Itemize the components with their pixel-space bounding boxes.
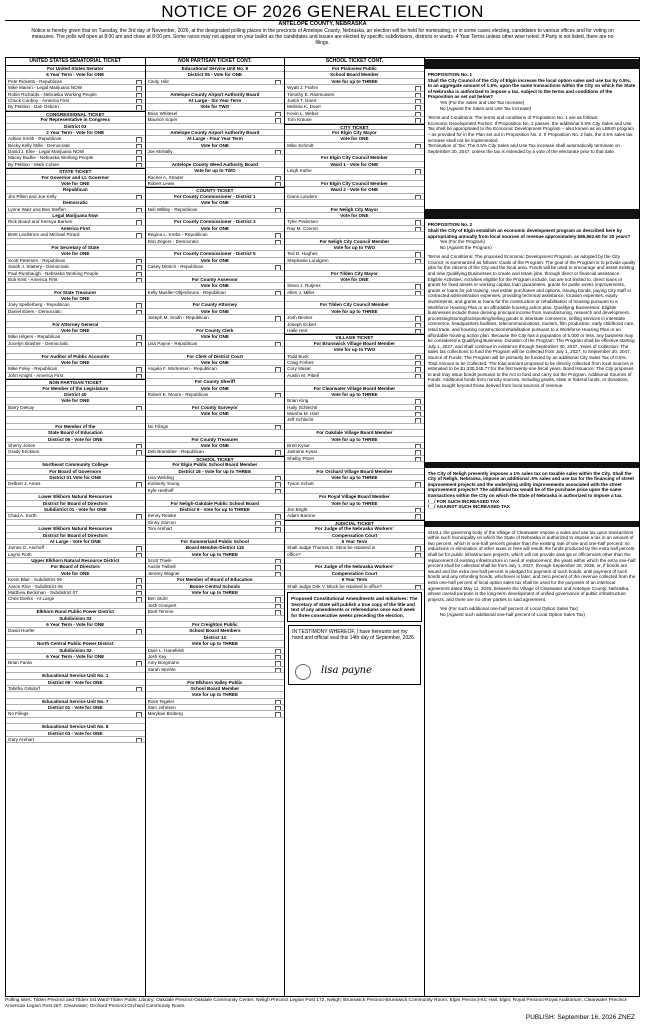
candidate-line: Paul Rumbaugh - Nebraska Working People [6, 271, 145, 277]
race-heading: For County Sheriff [146, 379, 285, 385]
proposition-2-no: No (Against the Program) [439, 244, 492, 250]
race-heading: For Member of Board of Education [146, 577, 285, 583]
candidate-line: Steve J. Rutjens [285, 283, 424, 289]
race-heading: District 03 - Vote for ONE [6, 731, 145, 737]
notice-intro: Notice is hereby given that on Tuesday, the 3rd day of November, 2026, at the designated polling places in the precincts of Antelope County, Nebraska, an election will be held for nominating, or in some cases electing, candidates to various offices and for voting on measures. The polls will open at 8:00 am and close at 8:00 pm. Some races may not appear on your ballot as the candidates and issues are elected by specific subdivisions, districts or wards. 4 Year Terms unless other wise noted. If Party is not listed, there are no filings. [31, 28, 614, 46]
race-heading: Vote for ONE [146, 411, 285, 417]
candidate-line: Don Zegers - Democratic [146, 239, 285, 245]
candidate-line: Grady Erickson [6, 449, 145, 455]
race-heading: For Tilden City Council Member [285, 302, 424, 308]
race-heading: Antelope County Weed Authority Board [146, 162, 285, 168]
seal-icon [295, 664, 311, 680]
race-heading: At Large - Four Year Term [146, 136, 285, 142]
candidate-line: Josh Key [146, 654, 285, 660]
neligh-for: /__/ FOR SUCH INCREASED TAX [427, 498, 500, 504]
candidate-line: Justin T. Doerr [285, 98, 424, 104]
polling-sites: Polling sites: Tilden Precinct and Tilden 1st Ward-Tilden Public Library; Oakdale Precinct-Oakdale Community Center; Neligh Precinct Legion Post 172, Neligh; Brunswick Precinct-Brunswick Community Room; Elgin Precinct-KC Hall, Elgin; Royal Precinct-Royal Auditorium; Clearwater Precinct-American Legion Post 267, Clearwater; Orchard Precinct-Orchard Community Room. [5, 998, 628, 1009]
ticket-header: SCHOOL TICKET [146, 456, 285, 462]
race-heading: District 18 - Vote for up to THREE [146, 469, 285, 475]
clearwater-question: SHALL the governing body of the Village of Clearwater impose a sales and use tax upon transactions within such municipality on which the State of Nebraska is authorized to impose a tax in an amount of two percent, which is one-half percent greater than the existing rate of one and one-half percent; no reductions or elimination of other taxes or fees will result; the funds produced by the extra half percent shall be for public infrastructure projects, which will not provide savings or efficiencies other than the replacement of existing infrastructure in need of replacement; the years within which the extra one-half percent shall be collected shall be from July 1, 2027, through September 30, 2036, or, if bonds are issued and the extra one-half percent is pledged for payment of such bonds, until payment of such bonds and any refunding bonds, whichever is later; and zero percent of the revenue collected from the extra one-half percent of local option sales tax shall be used for the purposes of an interlocal agreement dated May 11, 2026, between the Village of Clearwater and Antelope County, Nebraska, whose overall purpose is the long-term development of unified governance of public infrastructure projects, and there are no other parties to said agreement. [427, 529, 636, 602]
column-2-header: NON PARTISAN TICKET CONT. [146, 58, 285, 66]
candidate-line: Chris Dierks - At Large [6, 596, 145, 602]
race-heading: Legal Marijuana Now [6, 213, 145, 219]
column-3-header: SCHOOL TICKET CONT. [285, 58, 424, 66]
column-2-lines [146, 66, 285, 718]
candidate-line: Josh Gompert [146, 603, 285, 609]
candidate-line: Joseph M. Smith - Republican [146, 315, 285, 321]
race-heading: Subdivision 02 [6, 648, 145, 654]
divider-bar [425, 59, 639, 69]
candidate-line: Rachel A. Strader [146, 175, 285, 181]
candidate-line: Joseph Eckert [285, 322, 424, 328]
candidate-line: Shall Judge Dirk V. Block be retained in office? [285, 584, 424, 590]
race-heading: Vote for up to TWO [285, 347, 424, 353]
candidate-line: No Filings [146, 424, 285, 430]
race-heading: Vote for ONE [6, 251, 145, 257]
candidate-line: Ginny Garcon [146, 520, 285, 526]
race-heading: District 09 - Vote for ONE [6, 680, 145, 686]
race-heading: Vote for up to THREE [146, 692, 285, 698]
candidate-line: David J. Else - Legal Marijuana NOW [6, 149, 145, 155]
race-heading: Educational Service Unit No. 7 [6, 699, 145, 705]
race-heading: For Member of the Legislature [6, 386, 145, 392]
race-heading: For Elgin City Council Member [285, 181, 424, 187]
candidate-line: Becky Kelly Stille - Democratic [6, 143, 145, 149]
candidate-line: Jeremy Wagner [146, 571, 285, 577]
race-heading: For County Clerk [146, 328, 285, 334]
race-heading: Vote for ONE [6, 571, 145, 577]
candidate-line: Jim Pillen and Joe Kelly [6, 194, 145, 200]
neligh-against: /__/ AGAINST SUCH INCREASED TAX [427, 504, 510, 510]
candidate-line: Shelby Pitzer [285, 456, 424, 462]
candidate-line: Mike Foley - Republican [6, 366, 145, 372]
race-heading: For County Commissioner - District 1 [146, 194, 285, 200]
candidate-line: Sarah Strehle [146, 667, 285, 673]
proposition-1-econ: Economic Development Portion: If Proposition No. 2 passes, the additional 0.5% City Sales and Use Tax shall be appropriated to the Economic Development Program – also known as an LB840 program – as provided for in the Plan set out in Proposition No. 2. If Proposition No. 2 fails, the 0.5% sales tax increase shall not be implemented. [427, 120, 635, 143]
race-heading: For Representative in Congress [6, 117, 145, 123]
race-heading: District 9 - Vote for up to THREE [146, 507, 285, 513]
proposition-1-no: No (Against the Sales and Use Tax Increase) [439, 105, 532, 111]
ticket-header: CITY TICKET [285, 124, 424, 130]
column-3 [285, 58, 425, 996]
race-heading: Vote for ONE [6, 360, 145, 366]
candidate-line: Bob Krist - America First [6, 277, 145, 283]
race-heading: For County Surveyor [146, 405, 285, 411]
race-heading: Vote for ONE [6, 181, 145, 187]
candidate-line: Kyle Heithoff [146, 488, 285, 494]
candidate-line: Marykae Broberg [146, 711, 285, 717]
race-heading: Vote for ONE [146, 143, 285, 149]
amendments-text: Proposed Constitutional Amendments and Initiatives: The Secretary of State will publish a true copy of the title and text of any amendments or referendums once each week for three consecutive weeks preceding the election. [291, 596, 418, 618]
county-name: ANTELOPE COUNTY, NEBRASKA [278, 21, 367, 27]
candidate-line: Robin Richards - Nebraska Working People [6, 92, 145, 98]
candidate-line: Brian Fanta [6, 660, 145, 666]
race-heading: Northeast Community College [6, 462, 145, 468]
candidate-line: By Petition - Dan Osborn [6, 104, 145, 110]
ticket-header: STATE TICKET [6, 168, 145, 174]
candidate-line: No Filings [6, 711, 145, 717]
race-heading: District 03 [6, 124, 145, 130]
race-heading: 6 Year Term - Vote for ONE [6, 654, 145, 660]
candidate-line: Kevin L. Weber [285, 111, 424, 117]
race-heading: Vote for ONE [146, 309, 285, 315]
race-heading: District 01 Vote for ONE [6, 475, 145, 481]
race-heading: For Attorney General [6, 322, 145, 328]
race-heading: Vote for up to THREE [285, 475, 424, 481]
candidate-line: Pete Ricketts - Republican [6, 79, 145, 85]
race-heading: Elkhorn Rural Public Power District [6, 609, 145, 615]
race-heading: Vote for up to THREE [285, 392, 424, 398]
candidate-line: Lisa Welding [146, 475, 285, 481]
clearwater-measure [425, 528, 639, 620]
candidate-line: Brett Lindstrom and Michael Pizard [6, 232, 145, 238]
candidate-line: Rick Board and Keenya Barnes [6, 219, 145, 225]
candidate-line: Tabitha Gilsdorf [6, 686, 145, 692]
candidate-line: Jocelyn Brasher - Democratic [6, 341, 145, 347]
candidate-line: Daniel Ebers - Democratic [6, 309, 145, 315]
race-heading: Vote for up to TWO [146, 168, 285, 174]
race-heading: School Board Member [285, 72, 424, 78]
race-heading: For Neligh City Mayor [285, 207, 424, 213]
candidate-line: Matthew Beckman - Subdistrict 07 [6, 590, 145, 596]
race-heading: For Elkhorn Valley Public [146, 680, 285, 686]
ticket-header: VILLAGE TICKET [285, 334, 424, 340]
candidate-line: Joey Spellerberg - Republican [6, 302, 145, 308]
race-heading: Board Member-District 115 [146, 545, 285, 551]
candidate-line: Adam Barone [285, 513, 424, 519]
candidate-line: Halle Hart [285, 328, 424, 334]
candidate-line: Marsha M. Hart [285, 411, 424, 417]
column-1 [6, 58, 146, 996]
race-heading: District for Board of Directors [6, 501, 145, 507]
candidate-line: Austin M. Pittell [285, 373, 424, 379]
race-heading: For Oakdale Village Board Member [285, 430, 424, 436]
race-heading: Subdivision 03 [6, 616, 145, 622]
candidate-line: Jim Bright [285, 507, 424, 513]
candidate-line: Brett Temme [146, 609, 285, 615]
candidate-line: Ben Stuhr [146, 596, 285, 602]
race-heading: For Clearwater Village Board Member [285, 386, 424, 392]
race-heading: For Elgin City Mayor [285, 130, 424, 136]
candidate-line: Layne Roth [6, 552, 145, 558]
candidate-line: Delbert J. Ames [6, 481, 145, 487]
candidate-line: Kevin Blair - Subdistrict 06 [6, 577, 145, 583]
column-1-header: UNITED STATES SENATORIAL TICKET [6, 58, 145, 66]
candidate-line: Casey Dittrich - Republican [146, 264, 285, 270]
race-heading: For Orchard Village Board Member [285, 469, 424, 475]
race-heading: For County Treasurer [146, 437, 285, 443]
race-heading: For Member of the [6, 424, 145, 430]
testimony-text: IN TESTIMONY WHEREOF, I have hereunto set my hand and official seal this 14th day of September, 2026. [292, 629, 416, 642]
candidate-line: Chad A. Korth [6, 513, 145, 519]
candidate-line: Kelly Mueller-Oltjenbruns - Republican [146, 290, 285, 296]
candidate-line: Sherry Jones [6, 443, 145, 449]
race-heading: For Neligh City Council Member [285, 239, 424, 245]
divider-bar [425, 209, 639, 219]
race-heading: Antelope County Airport Authority Board [146, 92, 285, 98]
candidate-line: Scott Petersen - Republican [6, 258, 145, 264]
candidate-line: Kimberly Young [146, 481, 285, 487]
race-heading: For Brunswick Village Board Member [285, 341, 424, 347]
candidate-line: Ted D. Hughes [285, 251, 424, 257]
race-heading: For Clerk of District Court [146, 354, 285, 360]
race-heading: Compensation Court [285, 533, 424, 539]
race-heading: For Plainview Public [285, 66, 424, 72]
race-heading: Vote for ONE [6, 398, 145, 404]
candidate-line: Shall Judge Thomas E. Stine be retained in [285, 545, 424, 551]
race-heading: District 01 - Vote for ONE [6, 705, 145, 711]
race-heading: For Tilden City Mayor [285, 271, 424, 277]
race-heading: State Board of Education [6, 430, 145, 436]
race-heading: Vote for up to THREE [146, 590, 285, 596]
proposition-2-yes: Yes (For the Program) [439, 239, 485, 245]
race-heading: Vote for up to THREE [146, 552, 285, 558]
proposition-1-title: PROPOSITION No. 1 [427, 72, 473, 77]
race-heading: Vote for ONE [146, 226, 285, 232]
candidate-line: Melissa K. Doerr [285, 104, 424, 110]
candidate-line: Adrian Smith - Republican [6, 136, 145, 142]
ballot-grid [5, 57, 640, 997]
amendments-notice [287, 592, 422, 622]
race-heading: 6 Year Term [285, 539, 424, 545]
candidate-line: Neil Wilkby - Republican [146, 207, 285, 213]
candidate-line: Aaron Rice - Subdistrict 06 [6, 584, 145, 590]
proposition-2-question: Shall the City of Elgin establish an economic development program as described here by appropriating annually from local sources of revenue approximately $65,962.60 for 20 years? [427, 227, 631, 239]
race-heading: Upper Elkhorn Natural Resource District [6, 558, 145, 564]
candidate-line: John Knight - America First [6, 373, 145, 379]
candidate-line: Brian Whitesel [146, 111, 285, 117]
candidate-line: David Hoefer [6, 628, 145, 634]
candidate-line: Lisa Payne - Republican [146, 341, 285, 347]
candidate-line: office? [285, 552, 424, 558]
race-heading: For Creighton Public [146, 622, 285, 628]
candidate-line: James G. Aschoff [6, 545, 145, 551]
race-heading: District 40 [6, 392, 145, 398]
ticket-header: NON PARTISAN TICKET [6, 379, 145, 385]
proposition-1-terms: Terms and Conditions: The terms and conditions of Proposition No. 1 are as follows: [427, 115, 599, 121]
candidate-line: Jeff Schlecht [285, 417, 424, 423]
race-heading: Boone Central Schools [146, 584, 285, 590]
race-heading: Vote for up to THREE [285, 79, 424, 85]
race-heading: At Large - Vote for ONE [6, 539, 145, 545]
candidate-line: Tyler Pedersen [285, 219, 424, 225]
race-heading: For Summerland Public School [146, 539, 285, 545]
candidate-line: Joe McNally [146, 149, 285, 155]
race-heading: Vote for ONE [285, 136, 424, 142]
race-heading: For Secretary of State [6, 245, 145, 251]
candidate-line: Sam Johnsen [146, 705, 285, 711]
column-4-propositions [425, 58, 639, 996]
race-heading: Vote for up to THREE [285, 309, 424, 315]
race-heading: Antelope County Airport Authority Board [146, 130, 285, 136]
ticket-header: COUNTY TICKET [146, 187, 285, 193]
proposition-1-termination: Termination of Tax: The 0.5% City Sales and Use Tax increase shall automatically terminate on September 30, 2047, unless the tax is extended by a vote of the electorate prior to that date. [427, 143, 620, 154]
candidate-line: Regina L. Krebs - Republican [146, 232, 285, 238]
candidate-line: By Petition - Mark Cohen [6, 162, 145, 168]
race-heading: For Board of Governors [6, 469, 145, 475]
race-heading: North Central Public Power District [6, 641, 145, 647]
column-3-lines [285, 66, 424, 590]
neligh-question: The City of Neligh presently imposes a 1% sales tax on taxable sales within the City. Shall the City of Neligh, Nebraska, impose an additional .5% sales and use tax for the financing of street improvement projects and the underlying utility improvements associated with the street improvement projects? The additional tax would be of the purchase price upon the same transactions within the City on which the State of Nebraska is authorized to impose a tax. [427, 470, 634, 498]
candidate-line: Cindy Hild [146, 79, 285, 85]
candidate-line: Mike Hilgers - Republican [6, 334, 145, 340]
candidate-line: Gary Arehart [6, 737, 145, 743]
race-heading: District 06 - Vote for ONE [6, 437, 145, 443]
race-heading: Educational Service Unit No. 8 [6, 724, 145, 730]
candidate-line: Ross Tegeler [146, 699, 285, 705]
proposition-2 [425, 220, 639, 390]
race-heading: For County Assessor [146, 277, 285, 283]
race-heading: For Elgin City Council Member [285, 155, 424, 161]
race-heading: For Judge of the Nebraska Workers' [285, 564, 424, 570]
race-heading: 2 Year Term - Vote for ONE [6, 130, 145, 136]
race-heading: America First [6, 226, 145, 232]
notice-title: NOTICE OF 2026 GENERAL ELECTION [5, 3, 640, 21]
race-heading: Vote for ONE [6, 328, 145, 334]
candidate-line: Austin Twibell [146, 564, 285, 570]
candidate-line: Dixie L. Hanefeldt [146, 648, 285, 654]
race-heading: Vote for ONE [146, 386, 285, 392]
race-heading: Vote for ONE [146, 200, 285, 206]
candidate-line: Scott Thiele [146, 558, 285, 564]
candidate-line: Todd Buck [285, 354, 424, 360]
candidate-line: Barry DeKay [6, 405, 145, 411]
race-heading: Vote for up to THREE [285, 437, 424, 443]
race-heading: For Royal Village Board Member [285, 494, 424, 500]
race-heading: Vote for ONE [146, 258, 285, 264]
signature [317, 660, 397, 678]
race-heading: Lower Elkhorn Natural Resources [6, 494, 145, 500]
candidate-line: Toni Arehart [146, 526, 285, 532]
ticket-header: CONGRESSIONAL TICKET [6, 111, 145, 117]
proposition-1-yes: Yes (For the Sales and Use Tax Increase) [439, 99, 525, 105]
candidate-line: Angela F. Mortensen - Republican [146, 366, 285, 372]
race-heading: 6 Year Term - Vote for ONE [6, 622, 145, 628]
race-heading: Vote for up to THREE [146, 641, 285, 647]
candidate-line: Mike Schmitt [285, 143, 424, 149]
candidate-line: Tyson Schutt [285, 481, 424, 487]
race-heading: Vote for ONE [146, 334, 285, 340]
race-heading: For County Commissioner - District 3 [146, 219, 285, 225]
candidate-line: Jasmine Kysar [285, 449, 424, 455]
candidate-line: Chuck Conboy - America First [6, 98, 145, 104]
race-heading: For United States Senator [6, 66, 145, 72]
candidate-line: Lynne Walz and Ben Steffen [6, 207, 145, 213]
race-heading: District for Board of Directors [6, 533, 145, 539]
proposition-1 [425, 70, 639, 156]
proposition-1-question: Shall the City Council of the City of Elgin increase the local option sales and use tax by 0.5%, to an aggregate amount of 1.5%, upon the same transactions within the City on which the State of Nebraska is authorized to impose a tax, subject to the terms and conditions of the Proposition as set out below? [427, 77, 636, 100]
candidate-line: Deb Branstiter - Republican [146, 449, 285, 455]
race-heading: At Large - Six Year Term [146, 98, 285, 104]
ticket-header: JUDICIAL TICKET [285, 520, 424, 526]
race-heading: Compensation Court [285, 571, 424, 577]
race-heading: Ward 1 - Vote for ONE [285, 162, 424, 168]
race-heading: 6 Year Term - Vote for ONE [6, 72, 145, 78]
candidate-line: Timothy E. Rasmussen [285, 92, 424, 98]
candidate-line: Sarah J. Slattery - Democratic [6, 264, 145, 270]
race-heading: Subdistrict 01 - Vote for ONE [6, 507, 145, 513]
candidate-line: Stephanie Lundgren [285, 258, 424, 264]
race-heading: Educational Service Unit No. 8 [146, 66, 285, 72]
race-heading: District 13 [146, 635, 285, 641]
race-heading: For Neligh-Oakdale Public School Board [146, 501, 285, 507]
candidate-line: Wyatt J. Frahm [285, 85, 424, 91]
candidate-line: Maurice Soper [146, 117, 285, 123]
race-heading: For County Attorney [146, 302, 285, 308]
candidate-line: Kenny Reinke [146, 513, 285, 519]
column-1-lines [6, 66, 145, 743]
race-heading: Vote for TWO [146, 104, 285, 110]
candidate-line: Cory Masat [285, 366, 424, 372]
race-heading: District 05 - Vote for ONE [146, 72, 285, 78]
race-heading: Republican [6, 187, 145, 193]
proposition-2-title: PROPOSITION No. 2 [427, 222, 473, 228]
race-heading: School Board Members [146, 628, 285, 634]
testimony-block [288, 625, 421, 685]
candidate-line: Haily Schlechti [285, 405, 424, 411]
svg-text:lisa payne: lisa payne [321, 665, 373, 677]
candidate-line: Robert Lewis [146, 181, 285, 187]
candidate-line: Amy Borgmann [146, 660, 285, 666]
publish-line: PUBLISH: September 16, 2026 ZNEZ [525, 1014, 635, 1021]
race-heading: 6 Year Term [285, 577, 424, 583]
candidate-line: Craig Forbes [285, 360, 424, 366]
candidate-line: Macey Budke - Nebraska Working People [6, 155, 145, 161]
divider-bar [425, 521, 639, 527]
race-heading: For Board of Directors [6, 564, 145, 570]
race-heading: Lower Elkhorn Natural Resources [6, 526, 145, 532]
race-heading: Vote for ONE [146, 443, 285, 449]
race-heading: Vote for ONE [146, 360, 285, 366]
race-heading: Vote for up to TWO [285, 245, 424, 251]
neligh-measure [425, 469, 639, 512]
candidate-line: Mike Marvin - Legal Marijuana NOW [6, 85, 145, 91]
race-heading: Educational Service Unit No. 1 [6, 673, 145, 679]
race-heading: For Elgin Public School Board Member [146, 462, 285, 468]
race-heading: Vote for ONE [285, 277, 424, 283]
race-heading: Democratic [6, 200, 145, 206]
candidate-line: Brian King [285, 398, 424, 404]
column-2 [146, 58, 286, 996]
candidate-line: Josh Becker [285, 315, 424, 321]
candidate-line: Robert E. Moore - Republican [146, 392, 285, 398]
race-heading: Vote for ONE [285, 213, 424, 219]
divider-bar [425, 462, 639, 468]
candidate-line: Brett Kysar [285, 443, 424, 449]
race-heading: For Auditor of Public Accounts [6, 354, 145, 360]
race-heading: Ward 2 - Vote for ONE [285, 187, 424, 193]
candidate-line: Tom Krause [285, 117, 424, 123]
candidate-line: Leigh Kuthe [285, 168, 424, 174]
race-heading: For Judge of the Nebraska Workers' [285, 526, 424, 532]
candidate-line: Ray M. Connot [285, 226, 424, 232]
candidate-line: Allen J. Miller [285, 290, 424, 296]
race-heading: For Governor and Lt. Governor [6, 175, 145, 181]
clearwater-yes: Yes (For such additional one-half percent of Local Option Sales Tax) [439, 606, 579, 612]
race-heading: Vote for ONE [146, 283, 285, 289]
race-heading: For County Commissioner - District 5 [146, 251, 285, 257]
clearwater-no: No (Against such additional one-half percent of Local Option Sales Tax) [439, 612, 585, 617]
candidate-line: Diane Landers [285, 194, 424, 200]
race-heading: Vote for ONE [6, 296, 145, 302]
race-heading: For State Treasurer [6, 290, 145, 296]
race-heading: School Board Member [146, 686, 285, 692]
proposition-2-body: Terms and Conditions: The proposed Economic Development Program, as adopted by the City Council, is summarized as follows: Goals of the Program: The goal of the Program is to provide quality jobs for the citizens of the City and the local area. Funds will be used to encourage and assist existing and new Qualifying Businesses to create and retain jobs, through direct or financial assistance. Eligible Activities: Activities eligible for the Program include, but are not limited to, direct loans or grants for fixed assets or working capital, loan guarantees, grants for public works improvements, grants or loans for job training, real estate purchases and options, issuing bonds, paying City staff or contracted administration expenses, providing technical assistance, location expenses, equity investments, and grants or loans for the construction or rehabilitation of housing pursuant to a Workforce Housing Plan or an affordable housing action plan. Qualifying Businesses: Eligible businesses include those deriving principal income from manufacturing, research and development, processing/storing/transporting/selling goods in interstate commerce, selling services in interstate commerce, headquarters facilities, telecommunications, tourism, film production, early childhood care, retail trade, and housing construction/rehabilitation pursuant to a Workforce Housing Plan or an affordable housing action plan. Because the City has a population of 5,000 or less, any business may be considered a Qualifying Business. Duration of the Program: The Program shall be effective starting July 1, 2027, and shall continue in existence through September 30, 2047. Years of Collection: The sales tax collections to fund the Program will be collected from July 1, 2027, to September 30, 2047. Source of Funds: The Program will be primarily be funded by an additional City Sales Tax of 0.5%. Total Amount to be Collected: The total amount proposed to be directly collected from local sources is estimated to be $1,330,245.77 for the first twenty-one fiscal years. Bond Issuance: The City proposes to and may issue bonds pursuant to the Act to fund and carry out the Program. Additional Sources of Funds: Additional funds from noncity sources, including grants, state or federal funds, or donations, will be sought beyond those derived from local sources of revenue. [427, 254, 636, 388]
race-heading: Vote for up to THREE [285, 501, 424, 507]
